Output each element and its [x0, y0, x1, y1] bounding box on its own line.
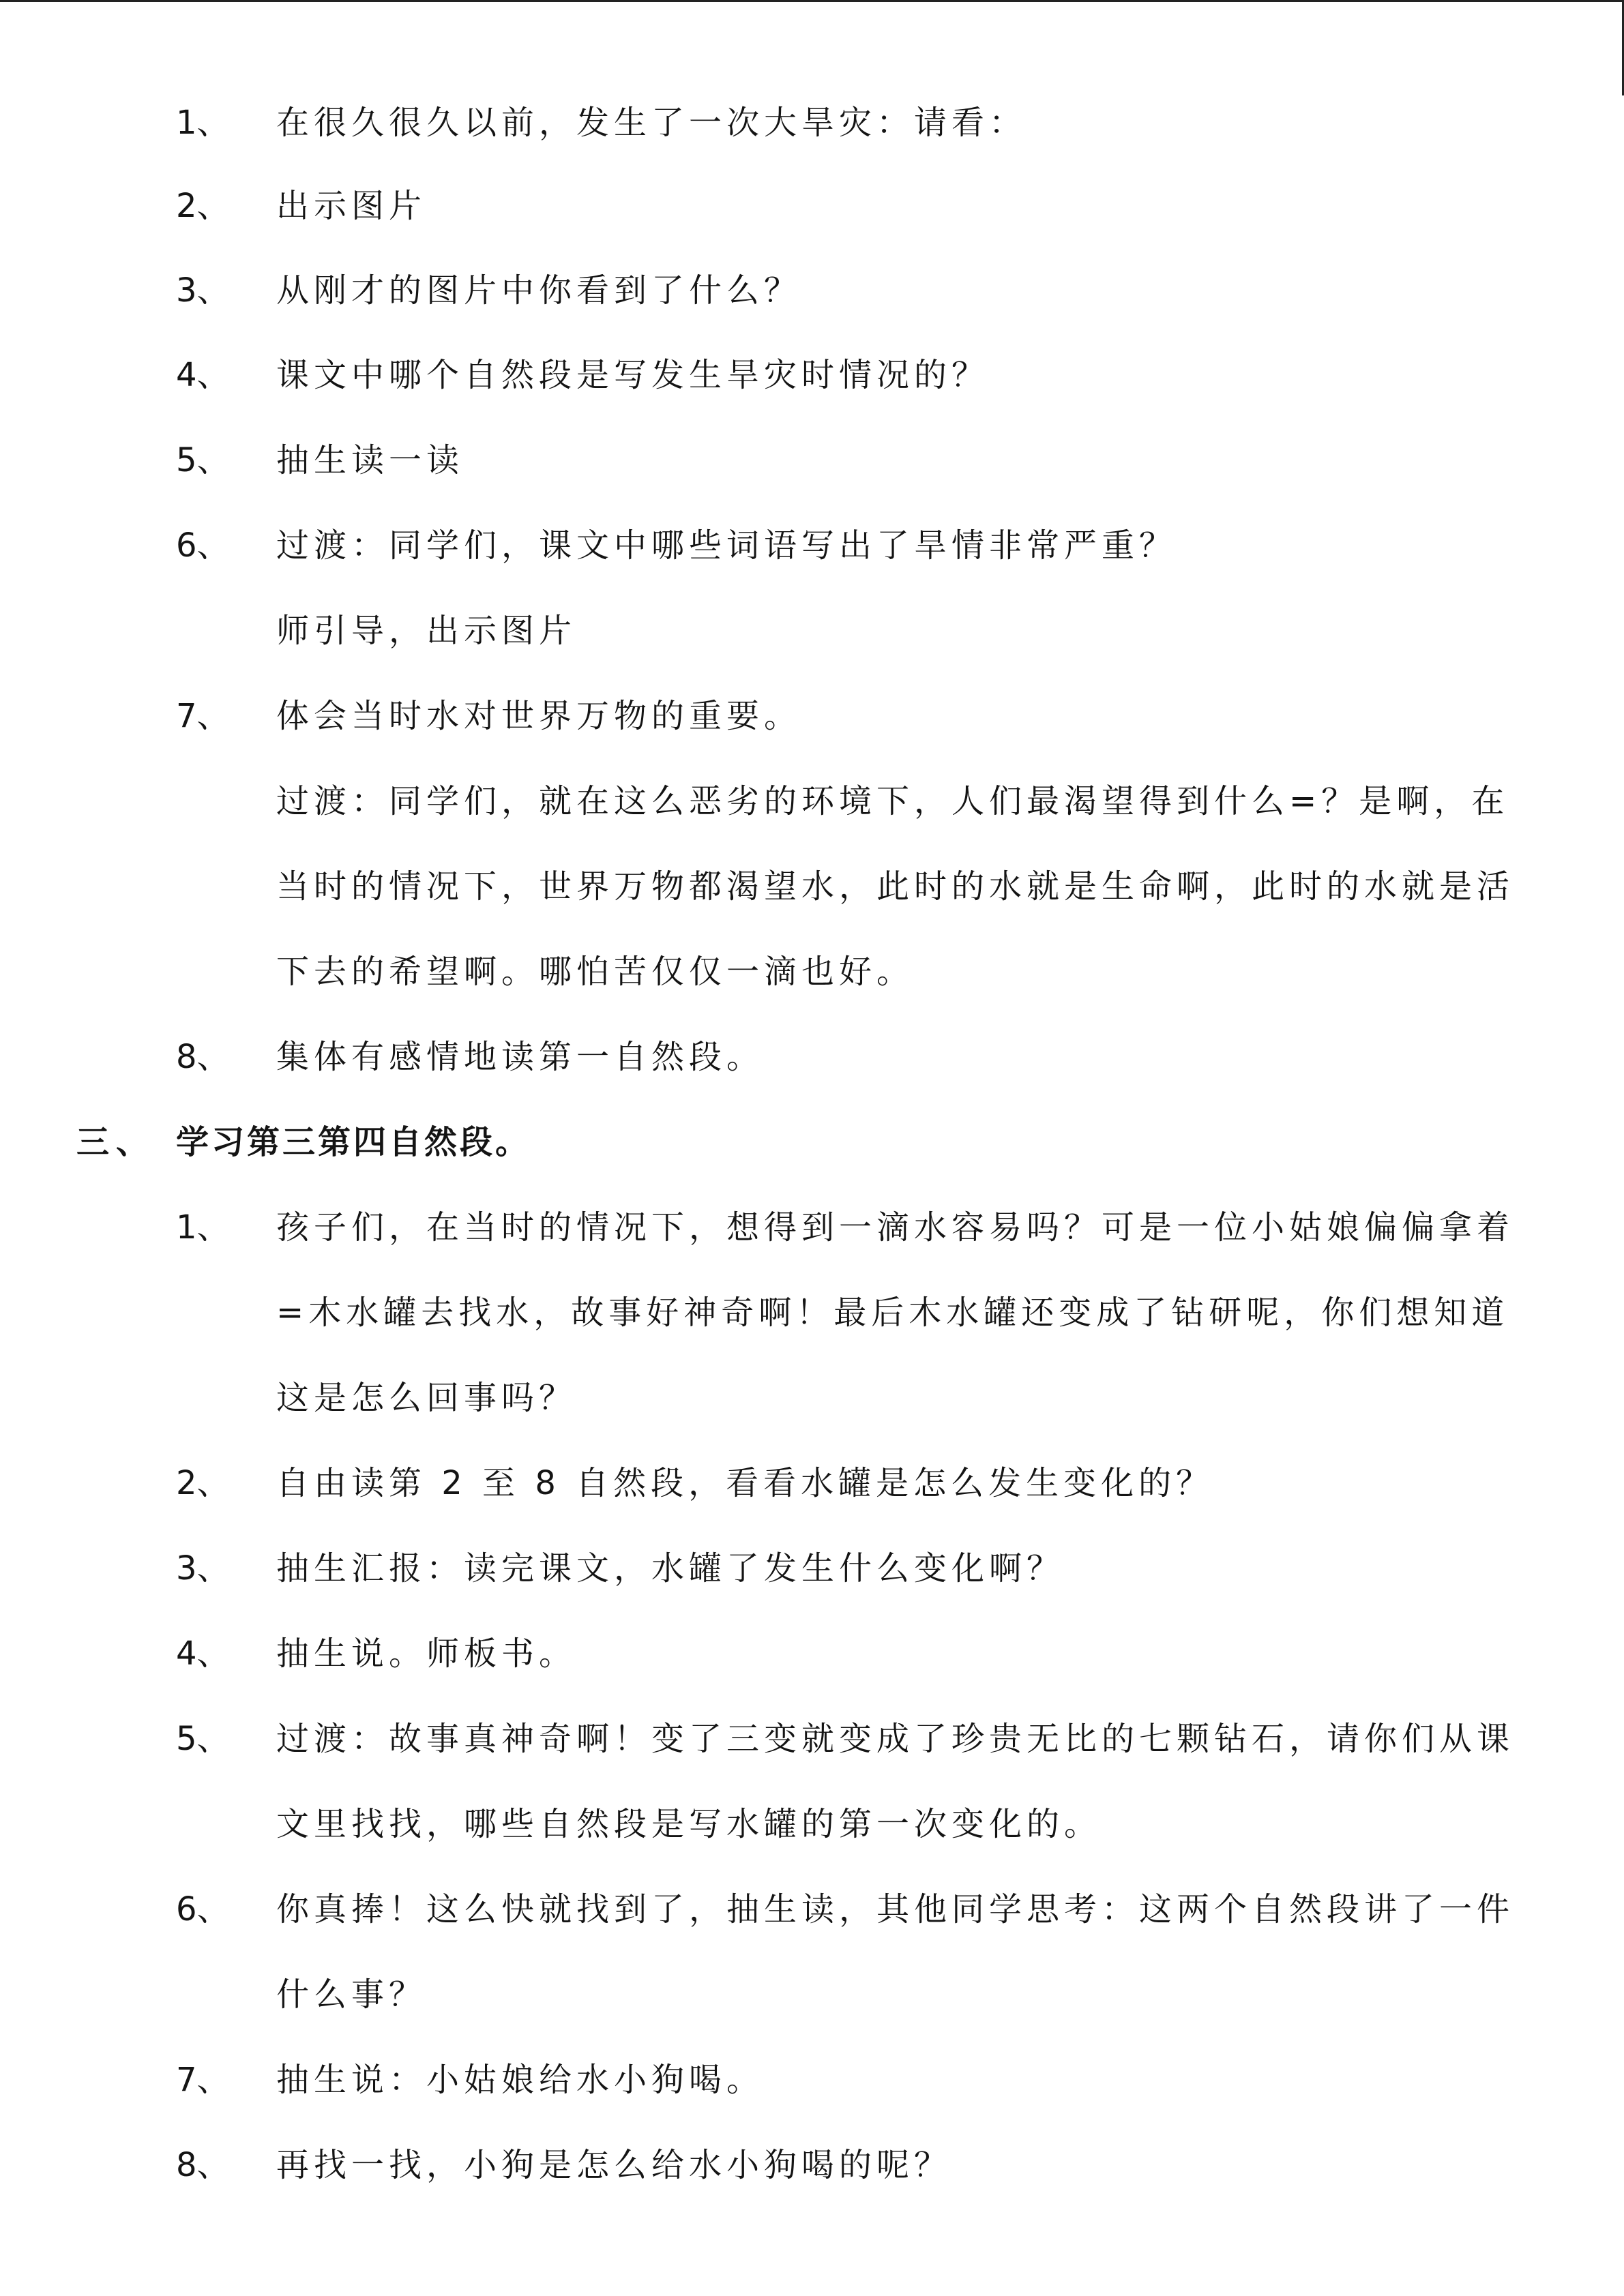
item-1-number: 1、	[176, 104, 230, 142]
item-3-text: 从刚才的图片中你看到了什么？	[276, 271, 802, 310]
s3-item-7-number: 7、	[176, 2061, 230, 2099]
item-5-number: 5、	[176, 441, 230, 479]
item-6-number: 6、	[176, 526, 230, 565]
item-8-number: 8、	[176, 1038, 230, 1076]
item-5-text: 抽生读一读	[276, 441, 464, 479]
s3-item-6-text-line-2: 什么事？	[276, 1976, 427, 2014]
page-top-border	[0, 0, 1624, 2]
item-6-text-line-2: 师引导，出示图片	[276, 612, 577, 650]
item-1-text: 在很久很久以前，发生了一次大旱灾：请看：	[276, 104, 1027, 142]
item-7-text-line-2: 过渡：同学们，就在这么恶劣的环境下，人们最渴望得到什么=？是啊，在	[276, 782, 1509, 820]
s3-item-2-text: 自由读第 2 至 8 自然段，看看水罐是怎么发生变化的？	[276, 1464, 1214, 1502]
s3-item-1-number: 1、	[176, 1208, 230, 1247]
s3-item-6-number: 6、	[176, 1890, 230, 1928]
s3-item-4-text: 抽生说。师板书。	[276, 1635, 577, 1673]
s3-item-5-text: 过渡：故事真神奇啊！变了三变就变成了珍贵无比的七颗钻石，请你们从课	[276, 1720, 1515, 1758]
item-4-text: 课文中哪个自然段是写发生旱灾时情况的？	[276, 356, 990, 394]
section-3-title: 学习第三第四自然段。	[176, 1123, 531, 1161]
item-4-number: 4、	[176, 356, 230, 394]
s3-item-2-number: 2、	[176, 1464, 230, 1502]
s3-item-1-text: 孩子们，在当时的情况下，想得到一滴水容易吗？可是一位小姑娘偏偏拿着	[276, 1208, 1515, 1247]
s3-item-7-text: 抽生说：小姑娘给水小狗喝。	[276, 2061, 765, 2099]
s3-item-8-number: 8、	[176, 2146, 230, 2184]
item-3-number: 3、	[176, 271, 230, 310]
s3-item-4-number: 4、	[176, 1635, 230, 1673]
s3-item-5-number: 5、	[176, 1720, 230, 1758]
s3-item-8-text: 再找一找，小狗是怎么给水小狗喝的呢？	[276, 2146, 952, 2184]
item-7-text-line-3: 当时的情况下，世界万物都渴望水，此时的水就是生命啊，此时的水就是活	[276, 867, 1515, 906]
item-7-text-line-4: 下去的希望啊。哪怕苦仅仅一滴也好。	[276, 953, 915, 991]
item-6-text: 过渡：同学们，课文中哪些词语写出了旱情非常严重？	[276, 526, 1177, 565]
s3-item-6-text: 你真捧！这么快就找到了，抽生读，其他同学思考：这两个自然段讲了一件	[276, 1890, 1515, 1928]
item-2-number: 2、	[176, 187, 230, 225]
item-2-text: 出示图片	[276, 187, 427, 225]
item-7-text: 体会当时水对世界万物的重要。	[276, 697, 802, 735]
s3-item-3-text: 抽生汇报：读完课文，水罐了发生什么变化啊？	[276, 1549, 1065, 1587]
item-8-text: 集体有感情地读第一自然段。	[276, 1038, 765, 1076]
s3-item-1-text-line-2: =木水罐去找水，故事好神奇啊！最后木水罐还变成了钻研呢，你们想知道	[276, 1294, 1509, 1332]
item-7-number: 7、	[176, 697, 230, 735]
s3-item-5-text-line-2: 文里找找，哪些自然段是写水罐的第一次变化的。	[276, 1805, 1102, 1843]
section-3-number: 三、	[76, 1123, 156, 1161]
s3-item-1-text-line-3: 这是怎么回事吗？	[276, 1379, 577, 1417]
s3-item-3-number: 3、	[176, 1549, 230, 1587]
